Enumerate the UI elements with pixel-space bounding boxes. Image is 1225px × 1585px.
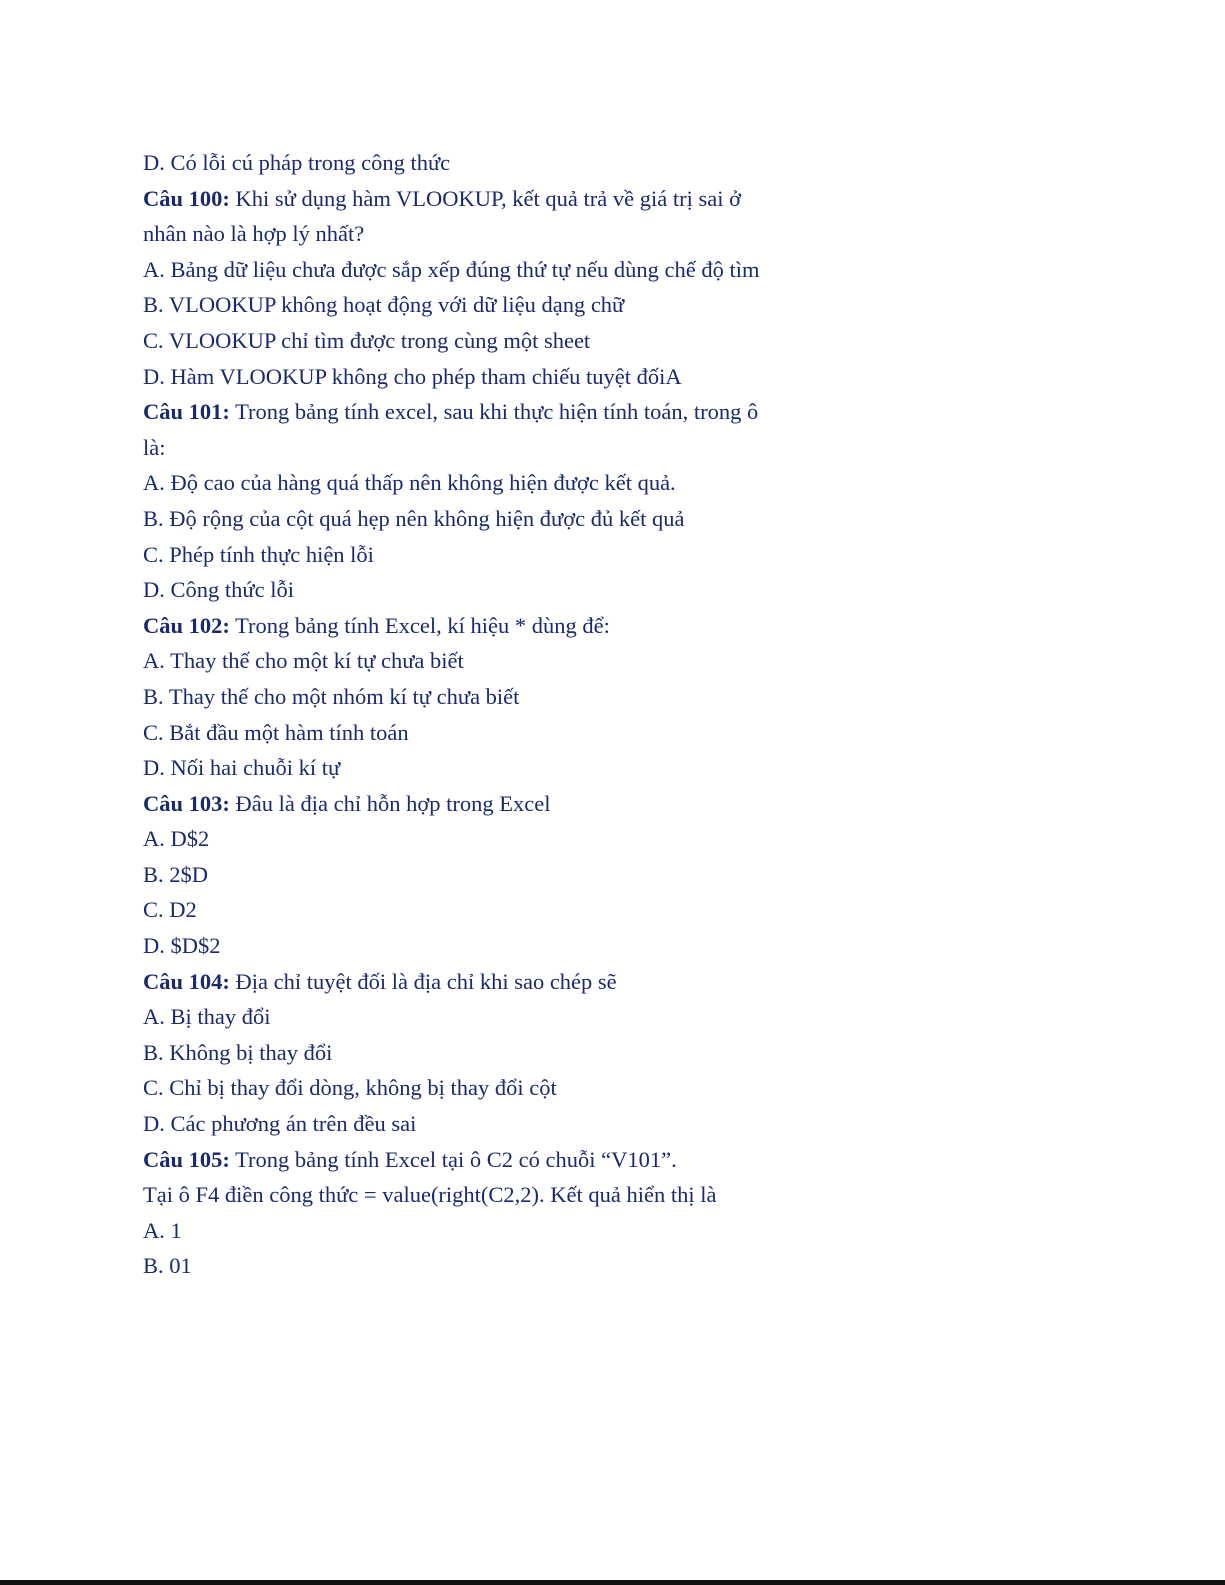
question-text	[143, 786, 1143, 822]
question-stem: Trong bảng tính excel, sau khi thực hiện tính toán, trong ô	[229, 399, 759, 425]
question-label: Câu 100:	[143, 185, 230, 211]
option-line: A. Bảng dữ liệu chưa được sắp xếp đúng thứ tự nếu dùng chế độ tìm	[143, 256, 760, 282]
option-line: A. 1	[143, 1217, 182, 1243]
option-line: D. Có lỗi cú pháp trong công thức	[143, 150, 451, 175]
option-line: A. Thay thế cho một kí tự chưa biết	[143, 648, 464, 674]
question-text	[143, 394, 1143, 430]
option-line: B. VLOOKUP không hoạt động với dữ liệu dạng chữ	[143, 292, 625, 318]
option-line: C. Phép tính thực hiện lỗi	[143, 541, 374, 567]
question-stem: Khi sử dụng hàm VLOOKUP, kết quả trả về giá trị sai ở	[229, 185, 741, 211]
option-line: A. D$2	[143, 826, 210, 852]
option-line: D. Công thức lỗi	[143, 577, 294, 603]
question-text	[143, 608, 1143, 644]
option-line: B. Thay thế cho một nhóm kí tự chưa biết	[143, 683, 520, 709]
question-stem: Địa chỉ tuyệt đối là địa chỉ khi sao chép sẽ	[229, 968, 617, 994]
question-text	[143, 181, 1143, 217]
question-text	[143, 1142, 1143, 1178]
option-line: B. Độ rộng của cột quá hẹp nên không hiện được đủ kết quả	[143, 505, 685, 531]
option-line: B. 2$D	[143, 861, 209, 887]
question-stem: Đâu là địa chỉ hỗn hợp trong Excel	[229, 790, 551, 816]
option-line: A. Độ cao của hàng quá thấp nên không hiện được kết quả.	[143, 470, 676, 496]
question-text-continued: nhân nào là hợp lý nhất?	[143, 221, 365, 247]
question-block	[143, 786, 1143, 964]
question-block	[143, 394, 1143, 608]
question-block	[143, 181, 1143, 395]
question-text-continued: Tại ô F4 điền công thức = value(right(C2,2). Kết quả hiển thị là	[143, 1182, 717, 1208]
option-line: B. 01	[143, 1253, 192, 1279]
option-line: D. Các phương án trên đều sai	[143, 1111, 417, 1137]
question-label: Câu 102:	[143, 612, 230, 638]
option-line: D. Hàm VLOOKUP không cho phép tham chiếu tuyệt đốiA	[143, 363, 682, 389]
question-label: Câu 101:	[143, 399, 230, 425]
document-body	[143, 145, 1143, 1284]
option-line: D. Nối hai chuỗi kí tự	[143, 755, 341, 781]
option-line: C. Chỉ bị thay đổi dòng, không bị thay đổi cột	[143, 1075, 557, 1101]
option-line: C. D2	[143, 897, 197, 923]
question-label: Câu 104:	[143, 968, 230, 994]
question-stem: Trong bảng tính Excel tại ô C2 có chuỗi “V101”.	[229, 1146, 677, 1172]
option-line: C. VLOOKUP chỉ tìm được trong cùng một sheet	[143, 327, 591, 353]
question-label: Câu 103:	[143, 790, 230, 816]
question-stem: Trong bảng tính Excel, kí hiệu * dùng để:	[229, 612, 610, 638]
option-line: B. Không bị thay đổi	[143, 1039, 333, 1065]
option-line: D. $D$2	[143, 933, 221, 959]
question-text-continued: là:	[143, 434, 166, 460]
option-line: A. Bị thay đổi	[143, 1004, 271, 1030]
question-block	[143, 608, 1143, 786]
page-bottom-rule	[0, 1580, 1225, 1585]
question-block	[143, 964, 1143, 1142]
question-label: Câu 105:	[143, 1146, 230, 1172]
option-line: C. Bắt đầu một hàm tính toán	[143, 719, 409, 745]
question-block	[143, 1142, 1143, 1284]
question-text	[143, 964, 1143, 1000]
